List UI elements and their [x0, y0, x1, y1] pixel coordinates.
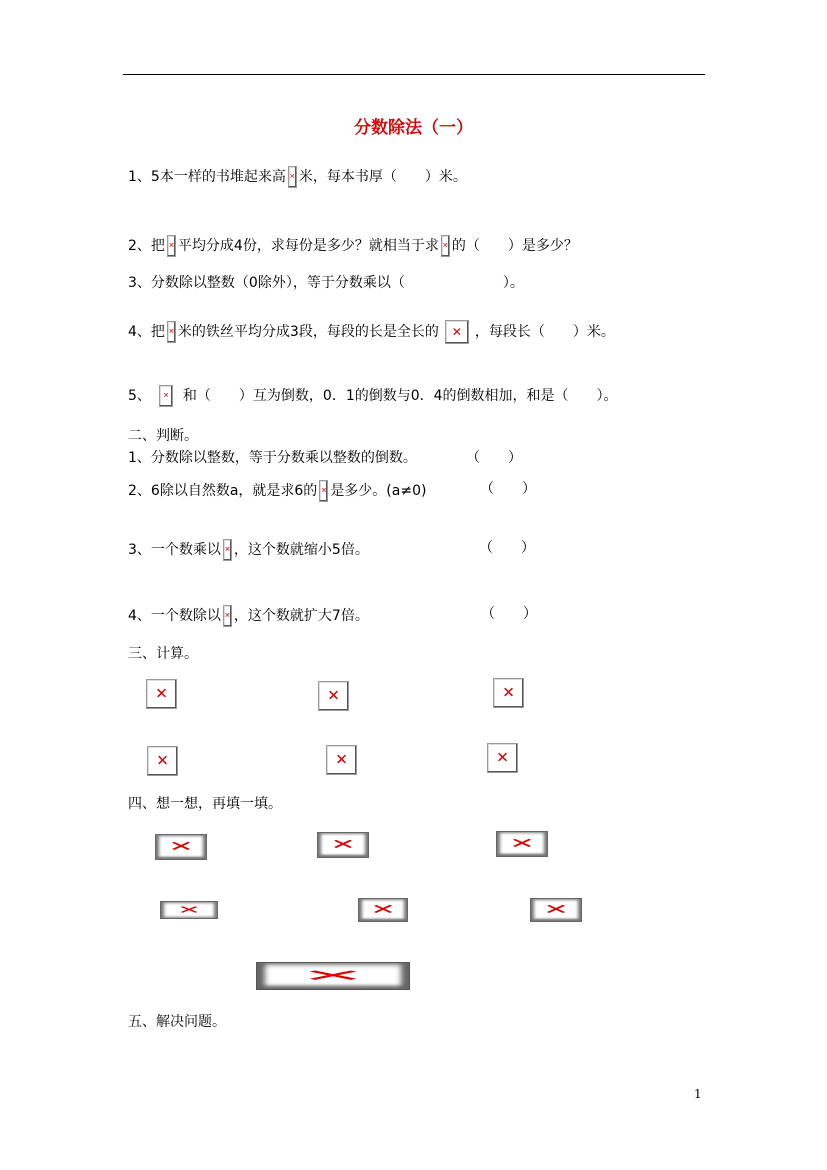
judge-1-text: 1、分数除以整数，等于分数乘以整数的倒数。: [128, 450, 417, 466]
judge-1-answer-paren: （ ）: [466, 450, 522, 466]
question-5: [128, 385, 618, 407]
section-2-heading: 二、判断。: [128, 428, 198, 444]
question-1-text-a: 1、5本一样的书堆起来高: [128, 169, 286, 185]
question-2-text-a: 2、把: [128, 238, 165, 254]
broken-image-icon: [493, 678, 524, 708]
broken-image-icon: [496, 831, 548, 857]
broken-image-icon: [288, 166, 297, 188]
broken-image-icon: [147, 746, 178, 776]
judge-2: [128, 480, 426, 502]
broken-image-icon: [167, 235, 176, 257]
broken-image-icon: [155, 834, 207, 860]
broken-image-icon: [146, 679, 177, 709]
question-1-text-b: 米，每本书厚（ ）米。: [298, 169, 467, 185]
section-5-heading: 五、解决问题。: [128, 1014, 226, 1030]
judge-4-text-a: 4、一个数除以: [128, 608, 221, 624]
page-title: 分数除法（一）: [354, 118, 473, 138]
broken-image-icon: [167, 321, 176, 343]
broken-image-icon: [326, 745, 357, 775]
judge-1: [128, 449, 417, 467]
broken-image-icon: [530, 898, 582, 922]
broken-image-icon: [358, 898, 408, 922]
judge-3-text-a: 3、一个数乘以: [128, 542, 221, 558]
question-4: [128, 320, 615, 344]
question-5-text-a: 5、: [128, 388, 151, 404]
header-rule: [123, 74, 705, 75]
broken-image-icon: [318, 681, 349, 711]
broken-image-icon: [317, 832, 369, 858]
page-number: 1: [694, 1087, 702, 1101]
judge-4-text-b: ，这个数就扩大7倍。: [233, 608, 369, 624]
broken-image-icon: [441, 235, 450, 257]
judge-3: [128, 539, 369, 561]
question-2-text-c: 的（ ）是多少？: [451, 238, 578, 254]
judge-2-text-a: 2、6除以自然数a，就是求6的: [128, 483, 318, 499]
broken-image-icon: [159, 385, 173, 407]
broken-image-icon: [256, 962, 410, 990]
broken-image-icon: [223, 539, 232, 561]
question-4-text-a: 4、把: [128, 324, 165, 340]
judge-4-answer-paren: （ ）: [481, 606, 537, 622]
judge-3-answer-paren: （ ）: [479, 540, 535, 556]
broken-image-icon: [223, 605, 232, 627]
question-2: [128, 235, 578, 257]
judge-2-answer-paren: （ ）: [480, 481, 536, 497]
question-4-text-b: 米的铁丝平均分成3段，每段的长是全长的: [177, 324, 439, 340]
question-3-text: 3、分数除以整数（0除外），等于分数乘以（ ）。: [128, 275, 524, 291]
question-5-text-b: 和（ ）互为倒数，0．1的倒数与0．4的倒数相加，和是（ ）。: [182, 388, 618, 404]
judge-3-text-b: ，这个数就缩小5倍。: [233, 542, 369, 558]
question-3: [128, 274, 524, 292]
section-3-heading: 三、计算。: [128, 646, 198, 662]
broken-image-icon: [487, 743, 518, 773]
broken-image-icon: [319, 480, 328, 502]
question-2-text-b: 平均分成4份，求每份是多少？就相当于求: [177, 238, 439, 254]
question-4-text-c: ，每段长（ ）米。: [474, 324, 615, 340]
broken-image-icon: [445, 320, 469, 344]
judge-2-text-b: 是多少。(a≠0): [330, 483, 427, 499]
question-1: [128, 166, 467, 188]
section-4-heading: 四、想一想，再填一填。: [128, 796, 282, 812]
judge-4: [128, 605, 369, 627]
broken-image-icon: [160, 901, 218, 919]
